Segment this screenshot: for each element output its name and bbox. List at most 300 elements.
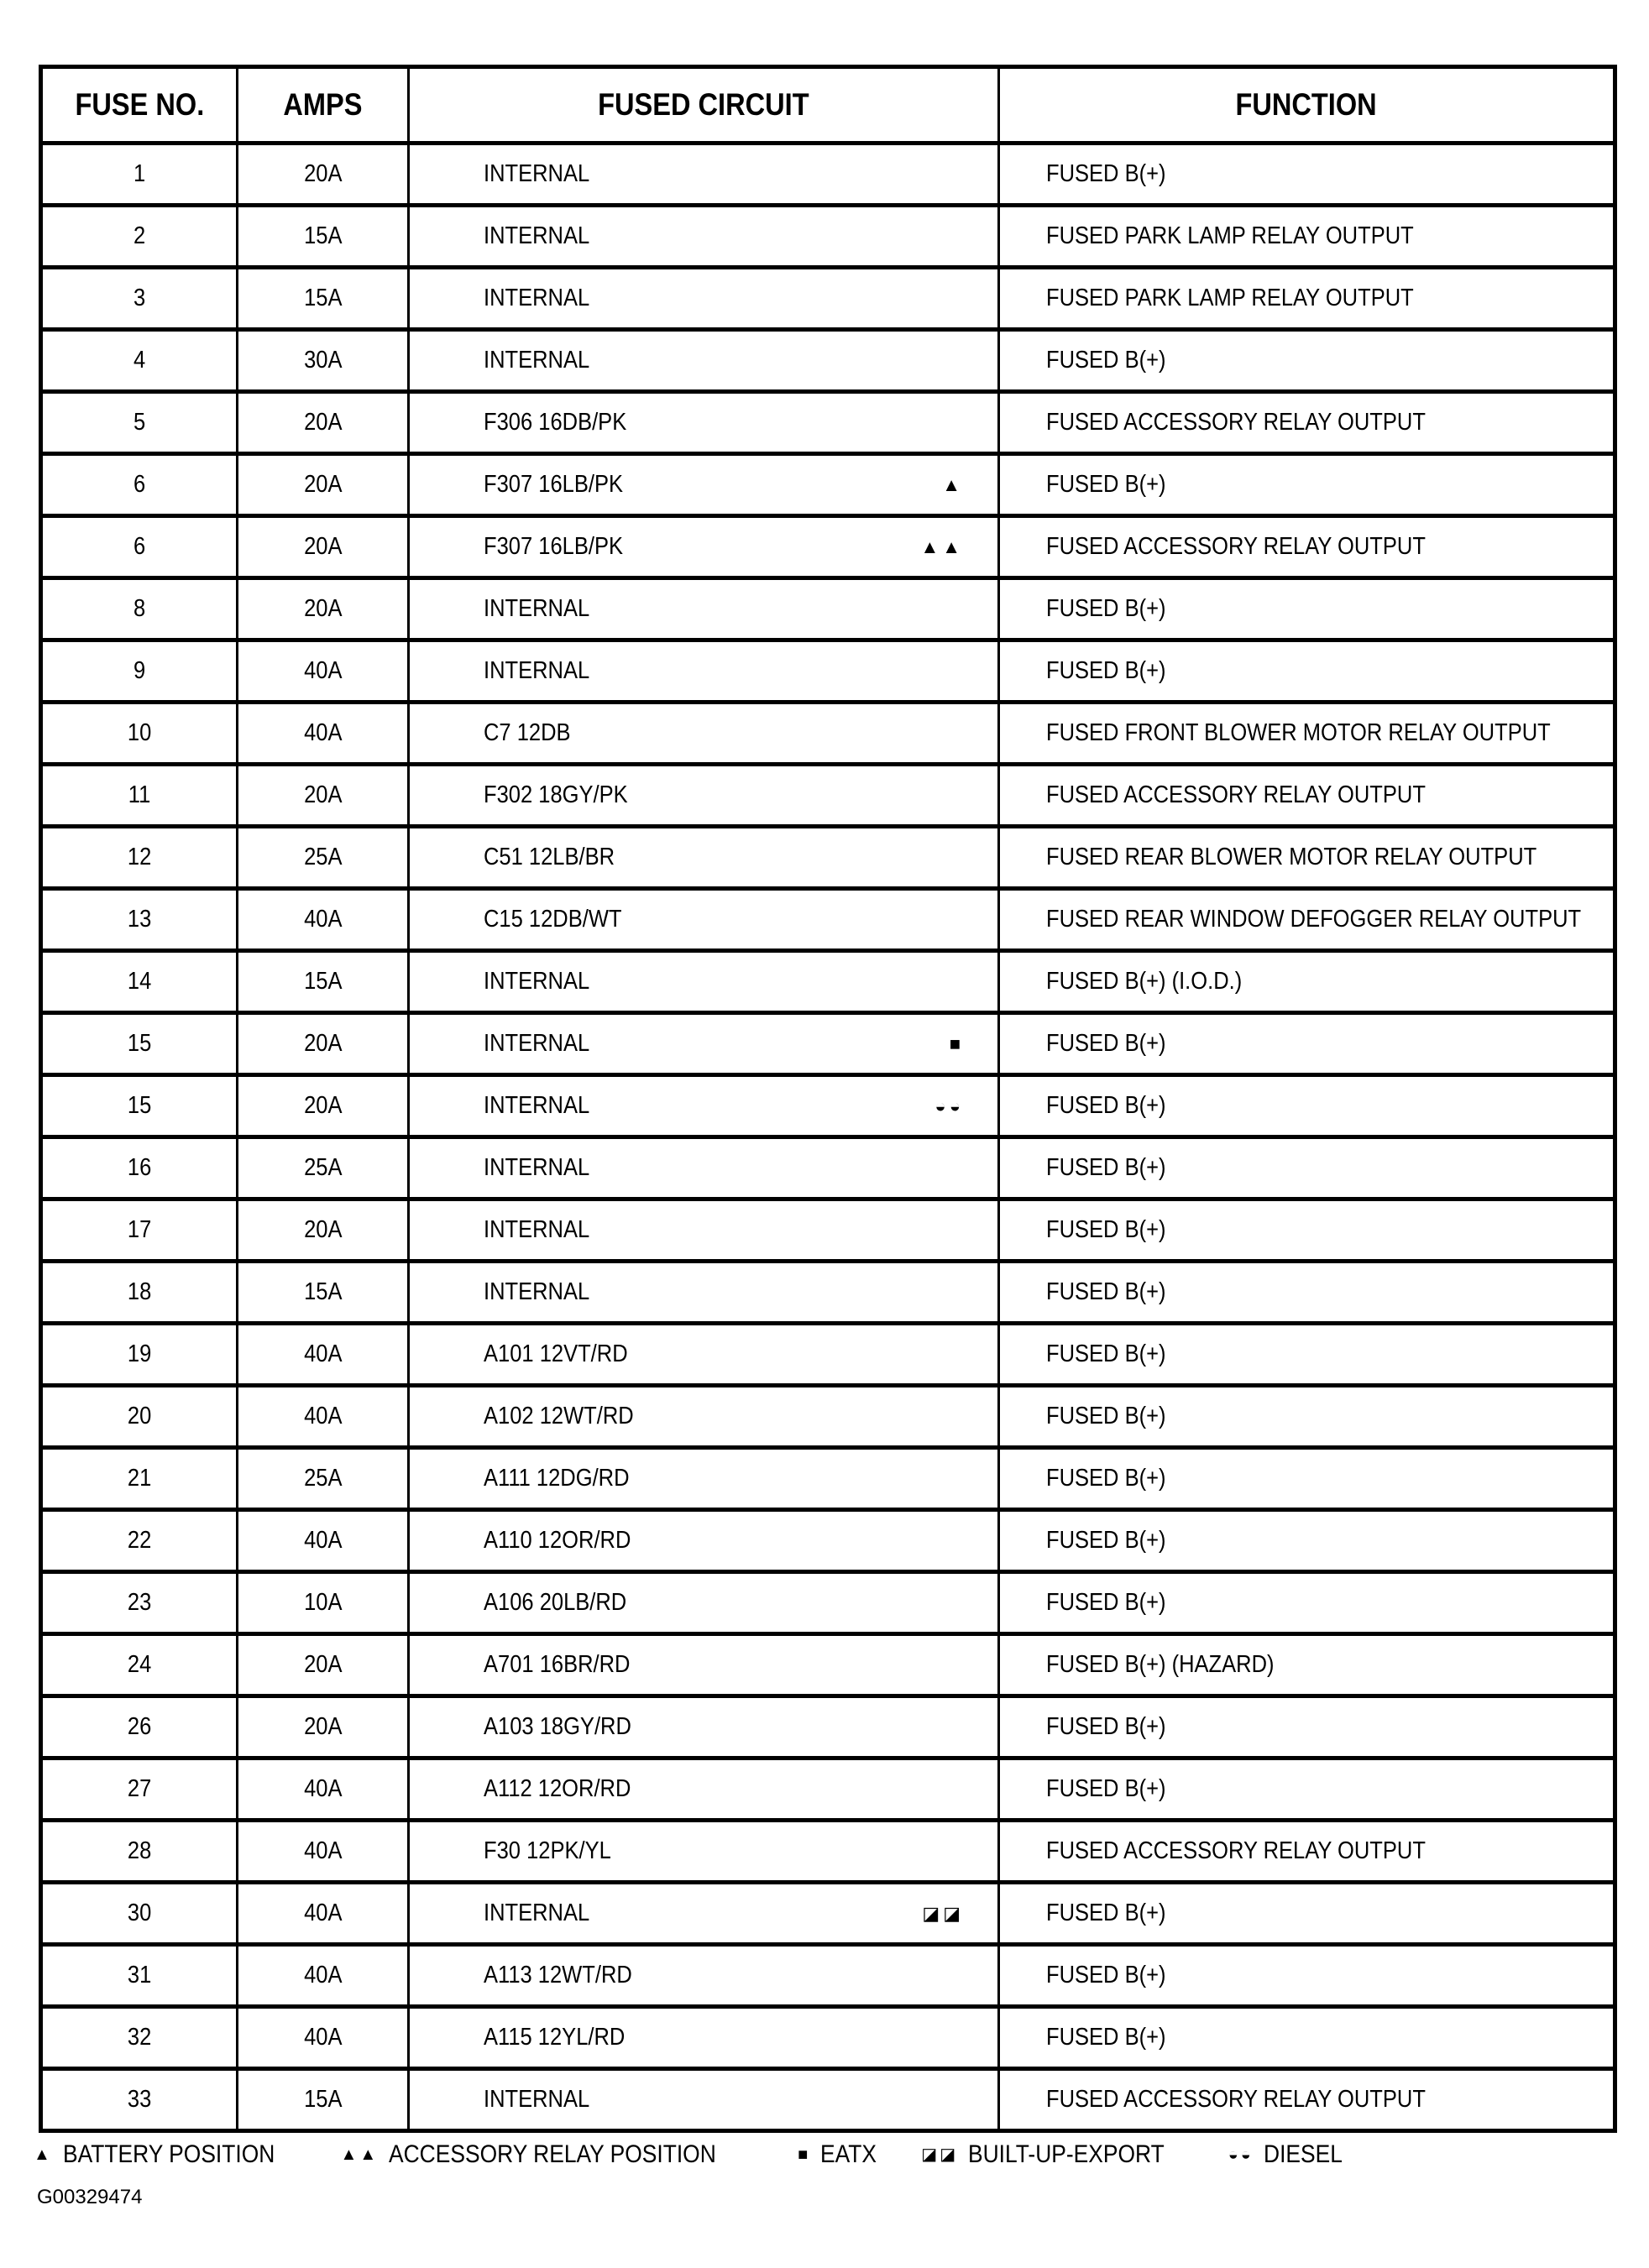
amps-cell <box>238 1075 409 1137</box>
circuit-cell <box>409 827 999 889</box>
amps-cell <box>238 1137 409 1199</box>
function: FUSED ACCESSORY RELAY OUTPUT <box>1046 1837 1426 1864</box>
amps: 15A <box>303 2086 343 2113</box>
function: FUSED ACCESSORY RELAY OUTPUT <box>1046 409 1426 436</box>
amps: 20A <box>303 1030 343 1057</box>
fuse-no: 15 <box>127 1092 152 1119</box>
legend-label: EATX <box>820 2140 877 2168</box>
amps-cell <box>238 1324 409 1386</box>
table-row <box>41 1758 1615 1821</box>
circuit-cell <box>409 1262 999 1324</box>
amps: 20A <box>303 1713 343 1740</box>
circuit-cell <box>409 330 999 392</box>
function: FUSED B(+) <box>1046 1527 1166 1554</box>
amps-cell <box>238 951 409 1013</box>
table-row <box>41 640 1615 703</box>
amps: 10A <box>303 1589 343 1616</box>
amps: 40A <box>303 719 343 746</box>
fuse-no: 16 <box>127 1154 152 1181</box>
fuse-no-cell <box>41 703 238 765</box>
function-cell <box>999 1199 1615 1262</box>
amps: 15A <box>303 222 343 249</box>
function: FUSED B(+) <box>1046 1403 1166 1429</box>
variant-symbol-icon: ◒◒ <box>934 1095 964 1116</box>
amps: 15A <box>303 1278 343 1305</box>
fuse-no: 21 <box>127 1465 152 1492</box>
fuse-no: 3 <box>133 285 146 311</box>
amps-cell <box>238 578 409 640</box>
function-cell <box>999 2007 1615 2069</box>
function-cell <box>999 827 1615 889</box>
circuit: INTERNAL <box>484 657 590 684</box>
fuse-no: 13 <box>127 906 152 933</box>
fuse-no-cell <box>41 1883 238 1945</box>
function: FUSED B(+) <box>1046 1900 1166 1926</box>
circuit: C7 12DB <box>484 719 571 746</box>
fuse-no-cell <box>41 640 238 703</box>
amps-cell <box>238 1013 409 1075</box>
function: FUSED B(+) <box>1046 1216 1166 1243</box>
table-row <box>41 516 1615 578</box>
fuse-no-cell <box>41 1386 238 1448</box>
circuit: A106 20LB/RD <box>484 1589 627 1616</box>
fuse-no-cell <box>41 2007 238 2069</box>
fuse-no-cell <box>41 1262 238 1324</box>
amps: 40A <box>303 1340 343 1367</box>
circuit-cell <box>409 1013 999 1075</box>
function: FUSED B(+) (HAZARD) <box>1046 1651 1275 1678</box>
fuse-no: 18 <box>127 1278 152 1305</box>
legend-label: BUILT-UP-EXPORT <box>968 2140 1165 2168</box>
fuse-no: 24 <box>127 1651 152 1678</box>
circuit: A111 12DG/RD <box>484 1465 630 1492</box>
fuse-no: 23 <box>127 1589 152 1616</box>
fuse-no-cell <box>41 1821 238 1883</box>
function: FUSED B(+) <box>1046 347 1166 374</box>
figure-code: G00329474 <box>37 2186 143 2208</box>
fuse-no-cell <box>41 1758 238 1821</box>
circuit: INTERNAL <box>484 2086 590 2113</box>
table-row <box>41 1262 1615 1324</box>
function: FUSED B(+) <box>1046 160 1166 187</box>
circuit: INTERNAL <box>484 1278 590 1305</box>
function: FUSED PARK LAMP RELAY OUTPUT <box>1046 222 1414 249</box>
amps-cell <box>238 330 409 392</box>
fuse-no: 30 <box>127 1900 152 1926</box>
table-row <box>41 1883 1615 1945</box>
amps: 30A <box>303 347 343 374</box>
table-row <box>41 951 1615 1013</box>
fuse-no: 26 <box>127 1713 152 1740</box>
function-cell <box>999 1386 1615 1448</box>
fuse-no-cell <box>41 1137 238 1199</box>
circuit: C51 12LB/BR <box>484 844 615 870</box>
amps-cell <box>238 1262 409 1324</box>
circuit: A101 12VT/RD <box>484 1340 628 1367</box>
circuit-cell <box>409 1324 999 1386</box>
circuit-cell <box>409 1572 999 1634</box>
fuse-no-cell <box>41 827 238 889</box>
function-cell <box>999 1821 1615 1883</box>
function: FUSED B(+) <box>1046 1589 1166 1616</box>
amps: 20A <box>303 533 343 560</box>
amps: 20A <box>303 1216 343 1243</box>
amps: 40A <box>303 2024 343 2051</box>
fuse-no: 12 <box>127 844 152 870</box>
fuse-no-cell <box>41 1572 238 1634</box>
table-row <box>41 1199 1615 1262</box>
circuit-cell <box>409 703 999 765</box>
circuit-cell <box>409 268 999 330</box>
amps: 20A <box>303 595 343 622</box>
amps-cell <box>238 1883 409 1945</box>
circuit-cell <box>409 1386 999 1448</box>
function: FUSED B(+) (I.O.D.) <box>1046 968 1243 995</box>
legend-item <box>34 2140 304 2169</box>
function-cell <box>999 703 1615 765</box>
function-cell <box>999 268 1615 330</box>
table-row <box>41 1945 1615 2007</box>
table-row <box>41 827 1615 889</box>
circuit: INTERNAL <box>484 1900 590 1926</box>
legend-label: ACCESSORY RELAY POSITION <box>389 2140 716 2168</box>
table-row <box>41 703 1615 765</box>
function-cell <box>999 392 1615 454</box>
fuse-no-cell <box>41 1634 238 1696</box>
fuse-no-cell <box>41 1324 238 1386</box>
circuit-cell <box>409 1945 999 2007</box>
circuit: C15 12DB/WT <box>484 906 622 933</box>
circuit: INTERNAL <box>484 1092 590 1119</box>
function: FUSED REAR WINDOW DEFOGGER RELAY OUTPUT <box>1046 906 1582 933</box>
table-row <box>41 578 1615 640</box>
table-row <box>41 1572 1615 1634</box>
amps: 40A <box>303 1403 343 1429</box>
header-function <box>999 67 1615 144</box>
fuse-no-cell <box>41 206 238 268</box>
fuse-no: 17 <box>127 1216 152 1243</box>
legend-item <box>921 2140 1191 2169</box>
table-row <box>41 1075 1615 1137</box>
fuse-no: 11 <box>128 781 151 808</box>
function: FUSED B(+) <box>1046 1154 1166 1181</box>
table-row <box>41 1013 1615 1075</box>
circuit-cell <box>409 1510 999 1572</box>
fuse-no-cell <box>41 392 238 454</box>
amps: 20A <box>303 471 343 498</box>
function-cell <box>999 578 1615 640</box>
circuit: F307 16LB/PK <box>484 533 624 560</box>
amps-cell <box>238 454 409 516</box>
fuse-no-cell <box>41 268 238 330</box>
circuit-cell <box>409 765 999 827</box>
table-header <box>41 67 1615 144</box>
function: FUSED B(+) <box>1046 1092 1166 1119</box>
legend-label: DIESEL <box>1263 2140 1343 2168</box>
amps: 15A <box>303 285 343 311</box>
function-cell <box>999 330 1615 392</box>
fuse-no-cell <box>41 1075 238 1137</box>
fuse-no: 9 <box>133 657 146 684</box>
amps: 25A <box>303 1154 343 1181</box>
table-row <box>41 889 1615 951</box>
circuit: A102 12WT/RD <box>484 1403 634 1429</box>
amps-cell <box>238 1510 409 1572</box>
circuit: INTERNAL <box>484 595 590 622</box>
header-label: FUNCTION <box>1235 87 1378 122</box>
circuit-cell <box>409 144 999 206</box>
table-row <box>41 2069 1615 2131</box>
circuit-cell <box>409 1696 999 1758</box>
amps: 20A <box>303 1651 343 1678</box>
variant-symbol-icon: ◪◪ <box>922 1902 964 1924</box>
circuit-cell <box>409 2007 999 2069</box>
amps-cell <box>238 1758 409 1821</box>
circuit-cell <box>409 454 999 516</box>
fuse-no: 15 <box>127 1030 152 1057</box>
fuse-no: 14 <box>127 968 152 995</box>
fuse-no: 22 <box>127 1527 152 1554</box>
variant-symbol-icon: ▲ <box>942 473 964 495</box>
table-row <box>41 1137 1615 1199</box>
fuse-no-cell <box>41 578 238 640</box>
legend-item <box>1228 2140 1353 2169</box>
function-cell <box>999 516 1615 578</box>
amps: 40A <box>303 1900 343 1926</box>
circuit-cell <box>409 1821 999 1883</box>
circuit: INTERNAL <box>484 222 590 249</box>
fuse-no-cell <box>41 951 238 1013</box>
function-cell <box>999 1510 1615 1572</box>
fuse-no-cell <box>41 1696 238 1758</box>
amps-cell <box>238 1634 409 1696</box>
header-fuse-no <box>41 67 238 144</box>
function-cell <box>999 1137 1615 1199</box>
function: FUSED B(+) <box>1046 1278 1166 1305</box>
fuse-no-cell <box>41 1199 238 1262</box>
fuse-no-cell <box>41 1945 238 2007</box>
circuit-cell <box>409 2069 999 2131</box>
amps-cell <box>238 703 409 765</box>
amps-cell <box>238 1572 409 1634</box>
amps: 40A <box>303 1527 343 1554</box>
amps-cell <box>238 1821 409 1883</box>
circuit-cell <box>409 1199 999 1262</box>
function: FUSED PARK LAMP RELAY OUTPUT <box>1046 285 1414 311</box>
fuse-no-cell <box>41 330 238 392</box>
amps-cell <box>238 1386 409 1448</box>
function-cell <box>999 1696 1615 1758</box>
header-label: FUSED CIRCUIT <box>598 87 809 122</box>
amps-cell <box>238 516 409 578</box>
fuse-no-cell <box>41 516 238 578</box>
amps: 25A <box>303 1465 343 1492</box>
function: FUSED ACCESSORY RELAY OUTPUT <box>1046 781 1426 808</box>
circuit-cell <box>409 1883 999 1945</box>
function-cell <box>999 1262 1615 1324</box>
circuit-cell <box>409 1075 999 1137</box>
amps: 40A <box>303 1837 343 1864</box>
circuit: INTERNAL <box>484 1216 590 1243</box>
fuse-table <box>39 65 1617 2133</box>
circuit: INTERNAL <box>484 285 590 311</box>
function-cell <box>999 1945 1615 2007</box>
function: FUSED B(+) <box>1046 1775 1166 1802</box>
table-row <box>41 765 1615 827</box>
amps: 15A <box>303 968 343 995</box>
circuit: F30 12PK/YL <box>484 1837 611 1864</box>
fuse-no: 6 <box>133 471 146 498</box>
amps-cell <box>238 1945 409 2007</box>
circuit-cell <box>409 392 999 454</box>
amps-cell <box>238 392 409 454</box>
circuit: A701 16BR/RD <box>484 1651 631 1678</box>
amps-cell <box>238 2069 409 2131</box>
function: FUSED B(+) <box>1046 1465 1166 1492</box>
amps: 40A <box>303 1775 343 1802</box>
fuse-no: 8 <box>133 595 146 622</box>
function-cell <box>999 951 1615 1013</box>
amps: 40A <box>303 1962 343 1988</box>
circuit-cell <box>409 1448 999 1510</box>
fuse-no-cell <box>41 1013 238 1075</box>
function-cell <box>999 1075 1615 1137</box>
circuit: F302 18GY/PK <box>484 781 628 808</box>
table-row <box>41 392 1615 454</box>
table-row <box>41 206 1615 268</box>
fuse-no-cell <box>41 1510 238 1572</box>
fuse-no-cell <box>41 2069 238 2131</box>
fuse-no: 19 <box>127 1340 152 1367</box>
function: FUSED B(+) <box>1046 2024 1166 2051</box>
fuse-no: 5 <box>133 409 146 436</box>
legend-symbol-icon: ◒◒ <box>1228 2145 1254 2164</box>
circuit: INTERNAL <box>484 1030 590 1057</box>
function: FUSED B(+) <box>1046 1340 1166 1367</box>
table-row <box>41 330 1615 392</box>
amps-cell <box>238 765 409 827</box>
amps-cell <box>238 889 409 951</box>
table-row <box>41 2007 1615 2069</box>
table-row <box>41 1448 1615 1510</box>
fuse-no: 10 <box>127 719 152 746</box>
amps-cell <box>238 268 409 330</box>
function-cell <box>999 144 1615 206</box>
amps-cell <box>238 1696 409 1758</box>
fuse-no: 28 <box>127 1837 152 1864</box>
legend-symbol-icon: ▲ <box>34 2145 53 2164</box>
function: FUSED B(+) <box>1046 1713 1166 1740</box>
function: FUSED B(+) <box>1046 1962 1166 1988</box>
circuit: INTERNAL <box>484 160 590 187</box>
amps-cell <box>238 206 409 268</box>
fuse-no: 33 <box>127 2086 152 2113</box>
table-row <box>41 1386 1615 1448</box>
circuit: A103 18GY/RD <box>484 1713 631 1740</box>
function-cell <box>999 1883 1615 1945</box>
circuit: A110 12OR/RD <box>484 1527 631 1554</box>
legend-item <box>798 2140 884 2169</box>
legend-item <box>341 2140 762 2169</box>
circuit: A115 12YL/RD <box>484 2024 626 2051</box>
fuse-no: 27 <box>127 1775 152 1802</box>
variant-symbol-icon: ▲▲ <box>920 536 964 557</box>
function-cell <box>999 640 1615 703</box>
fuse-no: 1 <box>133 160 146 187</box>
table-row <box>41 1821 1615 1883</box>
circuit-cell <box>409 889 999 951</box>
circuit-cell <box>409 516 999 578</box>
legend-label: BATTERY POSITION <box>62 2140 275 2168</box>
function: FUSED B(+) <box>1046 1030 1166 1057</box>
variant-symbol-icon: ■ <box>949 1032 964 1054</box>
amps: 20A <box>303 1092 343 1119</box>
circuit: INTERNAL <box>484 1154 590 1181</box>
legend-symbol-icon: ■ <box>798 2145 811 2164</box>
header-amps <box>238 67 409 144</box>
function-cell <box>999 1013 1615 1075</box>
table-row <box>41 1696 1615 1758</box>
function-cell <box>999 206 1615 268</box>
circuit-cell <box>409 640 999 703</box>
table-row <box>41 454 1615 516</box>
header-fused-circuit <box>409 67 999 144</box>
function: FUSED ACCESSORY RELAY OUTPUT <box>1046 2086 1426 2113</box>
circuit: INTERNAL <box>484 347 590 374</box>
fuse-no-cell <box>41 454 238 516</box>
amps: 40A <box>303 906 343 933</box>
function: FUSED B(+) <box>1046 471 1166 498</box>
amps-cell <box>238 144 409 206</box>
function-cell <box>999 1572 1615 1634</box>
header-label: FUSE NO. <box>75 87 204 122</box>
fuse-no: 4 <box>133 347 146 374</box>
function: FUSED REAR BLOWER MOTOR RELAY OUTPUT <box>1046 844 1537 870</box>
amps: 20A <box>303 409 343 436</box>
circuit-cell <box>409 1634 999 1696</box>
legend-symbol-icon: ◪◪ <box>921 2145 959 2164</box>
circuit: A112 12OR/RD <box>484 1775 631 1802</box>
fuse-no: 6 <box>133 533 146 560</box>
fuse-no: 31 <box>127 1962 152 1988</box>
legend <box>34 2140 1390 2169</box>
amps-cell <box>238 1448 409 1510</box>
amps: 25A <box>303 844 343 870</box>
table-row <box>41 144 1615 206</box>
fuse-no: 2 <box>133 222 146 249</box>
header-label: AMPS <box>283 87 363 122</box>
function-cell <box>999 1758 1615 1821</box>
circuit: F307 16LB/PK <box>484 471 624 498</box>
circuit-cell <box>409 951 999 1013</box>
function-cell <box>999 1634 1615 1696</box>
amps-cell <box>238 1199 409 1262</box>
fuse-no-cell <box>41 144 238 206</box>
function-cell <box>999 454 1615 516</box>
table-row <box>41 1324 1615 1386</box>
table-row <box>41 268 1615 330</box>
function-cell <box>999 765 1615 827</box>
amps-cell <box>238 827 409 889</box>
function-cell <box>999 2069 1615 2131</box>
circuit: F306 16DB/PK <box>484 409 627 436</box>
amps: 20A <box>303 781 343 808</box>
function: FUSED B(+) <box>1046 595 1166 622</box>
circuit-cell <box>409 1758 999 1821</box>
function: FUSED FRONT BLOWER MOTOR RELAY OUTPUT <box>1046 719 1551 746</box>
circuit-cell <box>409 578 999 640</box>
amps: 40A <box>303 657 343 684</box>
